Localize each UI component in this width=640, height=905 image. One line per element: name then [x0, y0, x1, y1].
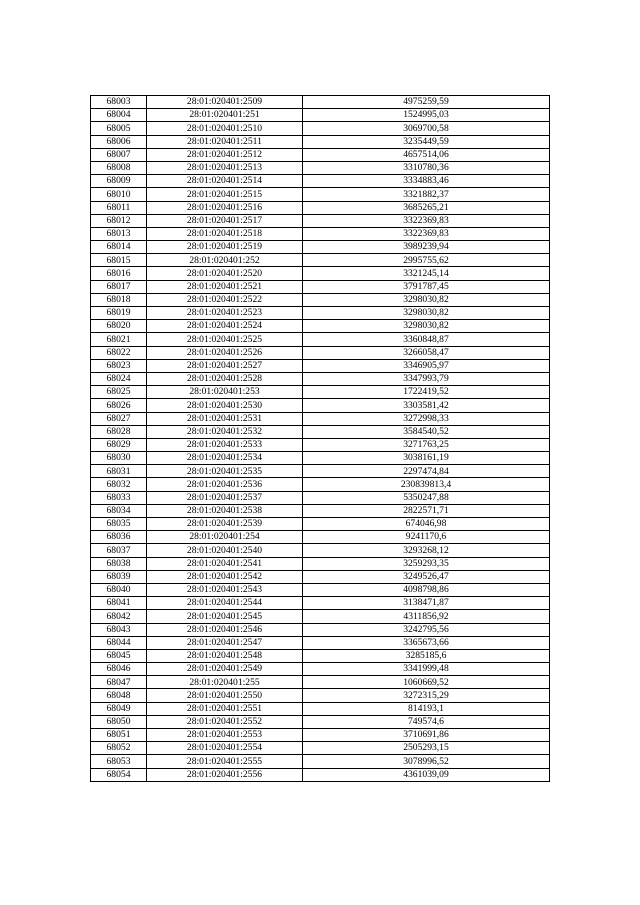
cadastral-number-cell: 28:01:020401:2555 — [147, 755, 303, 768]
cadastral-number-cell: 28:01:020401:2531 — [147, 412, 303, 425]
value-cell: 3685265,21 — [303, 201, 550, 214]
cadastral-number-cell: 28:01:020401:2528 — [147, 372, 303, 385]
row-number-cell: 68033 — [91, 491, 147, 504]
table-row — [91, 649, 550, 662]
cadastral-number-cell: 28:01:020401:2517 — [147, 214, 303, 227]
value-cell: 5350247,88 — [303, 491, 550, 504]
row-number-cell: 68036 — [91, 531, 147, 544]
table-row — [91, 518, 550, 531]
cadastral-number-cell: 28:01:020401:2515 — [147, 188, 303, 201]
table-row — [91, 372, 550, 385]
row-number-cell: 68050 — [91, 715, 147, 728]
table-row — [91, 307, 550, 320]
table-row — [91, 267, 550, 280]
row-number-cell: 68011 — [91, 201, 147, 214]
table-row — [91, 135, 550, 148]
row-number-cell: 68051 — [91, 729, 147, 742]
cadastral-number-cell: 28:01:020401:2547 — [147, 636, 303, 649]
cadastral-number-cell: 28:01:020401:2537 — [147, 491, 303, 504]
cadastral-number-cell: 28:01:020401:2548 — [147, 649, 303, 662]
cadastral-number-cell: 28:01:020401:2522 — [147, 293, 303, 306]
table-row — [91, 465, 550, 478]
value-cell: 3322369,83 — [303, 227, 550, 240]
table-row — [91, 768, 550, 781]
table-row — [91, 346, 550, 359]
value-cell: 4657514,06 — [303, 148, 550, 161]
value-cell: 1060669,52 — [303, 676, 550, 689]
value-cell: 3242795,56 — [303, 623, 550, 636]
table-row — [91, 148, 550, 161]
value-cell: 3266058,47 — [303, 346, 550, 359]
value-cell: 3298030,82 — [303, 307, 550, 320]
table-row — [91, 161, 550, 174]
table-row — [91, 320, 550, 333]
cadastral-number-cell: 28:01:020401:2549 — [147, 663, 303, 676]
cadastral-number-cell: 28:01:020401:2539 — [147, 518, 303, 531]
cadastral-number-cell: 28:01:020401:252 — [147, 254, 303, 267]
value-cell: 4975259,59 — [303, 96, 550, 109]
table-row — [91, 359, 550, 372]
cadastral-number-cell: 28:01:020401:2518 — [147, 227, 303, 240]
table-row — [91, 557, 550, 570]
row-number-cell: 68053 — [91, 755, 147, 768]
row-number-cell: 68010 — [91, 188, 147, 201]
table-row — [91, 175, 550, 188]
value-cell: 3293268,12 — [303, 544, 550, 557]
row-number-cell: 68044 — [91, 636, 147, 649]
row-number-cell: 68014 — [91, 241, 147, 254]
row-number-cell: 68006 — [91, 135, 147, 148]
value-cell: 3298030,82 — [303, 320, 550, 333]
cadastral-number-cell: 28:01:020401:2519 — [147, 241, 303, 254]
cadastral-number-cell: 28:01:020401:2513 — [147, 161, 303, 174]
cadastral-number-cell: 28:01:020401:2540 — [147, 544, 303, 557]
row-number-cell: 68035 — [91, 518, 147, 531]
value-cell: 3360848,87 — [303, 333, 550, 346]
value-cell: 3365673,66 — [303, 636, 550, 649]
row-number-cell: 68031 — [91, 465, 147, 478]
table-row — [91, 623, 550, 636]
table-row — [91, 438, 550, 451]
value-cell: 3584540,52 — [303, 425, 550, 438]
row-number-cell: 68019 — [91, 307, 147, 320]
table-row — [91, 188, 550, 201]
table-row — [91, 293, 550, 306]
table-row — [91, 399, 550, 412]
table-row — [91, 109, 550, 122]
row-number-cell: 68027 — [91, 412, 147, 425]
value-cell: 230839813,4 — [303, 478, 550, 491]
value-cell: 4361039,09 — [303, 768, 550, 781]
cadastral-number-cell: 28:01:020401:2527 — [147, 359, 303, 372]
row-number-cell: 68054 — [91, 768, 147, 781]
row-number-cell: 68043 — [91, 623, 147, 636]
table-row — [91, 531, 550, 544]
row-number-cell: 68025 — [91, 386, 147, 399]
row-number-cell: 68015 — [91, 254, 147, 267]
row-number-cell: 68009 — [91, 175, 147, 188]
row-number-cell: 68020 — [91, 320, 147, 333]
value-cell: 3298030,82 — [303, 293, 550, 306]
table-row — [91, 491, 550, 504]
value-cell: 3310780,36 — [303, 161, 550, 174]
row-number-cell: 68042 — [91, 610, 147, 623]
value-cell: 4311856,92 — [303, 610, 550, 623]
table-row — [91, 333, 550, 346]
cadastral-number-cell: 28:01:020401:2511 — [147, 135, 303, 148]
row-number-cell: 68047 — [91, 676, 147, 689]
value-cell: 3285185,6 — [303, 649, 550, 662]
row-number-cell: 68039 — [91, 570, 147, 583]
cadastral-number-cell: 28:01:020401:2542 — [147, 570, 303, 583]
cadastral-number-cell: 28:01:020401:2516 — [147, 201, 303, 214]
value-cell: 3069700,58 — [303, 122, 550, 135]
cadastral-number-cell: 28:01:020401:2553 — [147, 729, 303, 742]
cadastral-number-cell: 28:01:020401:2510 — [147, 122, 303, 135]
table-row — [91, 755, 550, 768]
cadastral-number-cell: 28:01:020401:253 — [147, 386, 303, 399]
value-cell: 3321245,14 — [303, 267, 550, 280]
value-cell: 674046,98 — [303, 518, 550, 531]
cadastral-number-cell: 28:01:020401:2538 — [147, 504, 303, 517]
value-cell: 2297474,84 — [303, 465, 550, 478]
value-cell: 3791787,45 — [303, 280, 550, 293]
table-row — [91, 715, 550, 728]
value-cell: 3271763,25 — [303, 438, 550, 451]
value-cell: 749574,6 — [303, 715, 550, 728]
cadastral-number-cell: 28:01:020401:2535 — [147, 465, 303, 478]
value-cell: 3341999,48 — [303, 663, 550, 676]
table-row — [91, 478, 550, 491]
table-row — [91, 452, 550, 465]
row-number-cell: 68023 — [91, 359, 147, 372]
cadastral-number-cell: 28:01:020401:2512 — [147, 148, 303, 161]
value-cell: 3259293,35 — [303, 557, 550, 570]
cadastral-number-cell: 28:01:020401:255 — [147, 676, 303, 689]
row-number-cell: 68021 — [91, 333, 147, 346]
value-cell: 2505293,15 — [303, 742, 550, 755]
row-number-cell: 68007 — [91, 148, 147, 161]
table-row — [91, 610, 550, 623]
cadastral-number-cell: 28:01:020401:2524 — [147, 320, 303, 333]
row-number-cell: 68048 — [91, 689, 147, 702]
row-number-cell: 68022 — [91, 346, 147, 359]
cadastral-number-cell: 28:01:020401:2525 — [147, 333, 303, 346]
value-cell: 9241170,6 — [303, 531, 550, 544]
data-table — [90, 95, 550, 782]
table-row — [91, 386, 550, 399]
cadastral-number-cell: 28:01:020401:2509 — [147, 96, 303, 109]
row-number-cell: 68016 — [91, 267, 147, 280]
table-row — [91, 663, 550, 676]
table-row — [91, 96, 550, 109]
cadastral-number-cell: 28:01:020401:2530 — [147, 399, 303, 412]
row-number-cell: 68013 — [91, 227, 147, 240]
table-row — [91, 122, 550, 135]
row-number-cell: 68032 — [91, 478, 147, 491]
row-number-cell: 68040 — [91, 583, 147, 596]
cadastral-number-cell: 28:01:020401:251 — [147, 109, 303, 122]
table-row — [91, 689, 550, 702]
cadastral-number-cell: 28:01:020401:2534 — [147, 452, 303, 465]
table-row — [91, 636, 550, 649]
table-row — [91, 676, 550, 689]
row-number-cell: 68004 — [91, 109, 147, 122]
cadastral-number-cell: 28:01:020401:254 — [147, 531, 303, 544]
row-number-cell: 68041 — [91, 597, 147, 610]
cadastral-number-cell: 28:01:020401:2543 — [147, 583, 303, 596]
value-cell: 3249526,47 — [303, 570, 550, 583]
table-row — [91, 412, 550, 425]
cadastral-number-cell: 28:01:020401:2521 — [147, 280, 303, 293]
row-number-cell: 68029 — [91, 438, 147, 451]
row-number-cell: 68052 — [91, 742, 147, 755]
row-number-cell: 68017 — [91, 280, 147, 293]
row-number-cell: 68028 — [91, 425, 147, 438]
row-number-cell: 68034 — [91, 504, 147, 517]
value-cell: 3710691,86 — [303, 729, 550, 742]
row-number-cell: 68003 — [91, 96, 147, 109]
value-cell: 3138471,87 — [303, 597, 550, 610]
row-number-cell: 68012 — [91, 214, 147, 227]
cadastral-number-cell: 28:01:020401:2551 — [147, 702, 303, 715]
value-cell: 2995755,62 — [303, 254, 550, 267]
table-row — [91, 583, 550, 596]
table-row — [91, 254, 550, 267]
value-cell: 2822571,71 — [303, 504, 550, 517]
cadastral-number-cell: 28:01:020401:2544 — [147, 597, 303, 610]
row-number-cell: 68005 — [91, 122, 147, 135]
value-cell: 3303581,42 — [303, 399, 550, 412]
cadastral-number-cell: 28:01:020401:2523 — [147, 307, 303, 320]
value-cell: 3334883,46 — [303, 175, 550, 188]
cadastral-number-cell: 28:01:020401:2526 — [147, 346, 303, 359]
table-row — [91, 214, 550, 227]
table-row — [91, 597, 550, 610]
row-number-cell: 68030 — [91, 452, 147, 465]
table-row — [91, 742, 550, 755]
table-row — [91, 729, 550, 742]
row-number-cell: 68024 — [91, 372, 147, 385]
table-row — [91, 280, 550, 293]
value-cell: 3989239,94 — [303, 241, 550, 254]
value-cell: 3321882,37 — [303, 188, 550, 201]
value-cell: 3322369,83 — [303, 214, 550, 227]
value-cell: 3347993,79 — [303, 372, 550, 385]
value-cell: 1524995,03 — [303, 109, 550, 122]
table-row — [91, 570, 550, 583]
row-number-cell: 68008 — [91, 161, 147, 174]
row-number-cell: 68049 — [91, 702, 147, 715]
cadastral-number-cell: 28:01:020401:2550 — [147, 689, 303, 702]
table-row — [91, 425, 550, 438]
table-row — [91, 241, 550, 254]
row-number-cell: 68038 — [91, 557, 147, 570]
cadastral-number-cell: 28:01:020401:2533 — [147, 438, 303, 451]
cadastral-number-cell: 28:01:020401:2554 — [147, 742, 303, 755]
value-cell: 3272315,29 — [303, 689, 550, 702]
table-row — [91, 201, 550, 214]
row-number-cell: 68037 — [91, 544, 147, 557]
value-cell: 3346905,97 — [303, 359, 550, 372]
cadastral-number-cell: 28:01:020401:2536 — [147, 478, 303, 491]
row-number-cell: 68018 — [91, 293, 147, 306]
cadastral-number-cell: 28:01:020401:2520 — [147, 267, 303, 280]
cadastral-number-cell: 28:01:020401:2556 — [147, 768, 303, 781]
table-row — [91, 702, 550, 715]
value-cell: 3272998,33 — [303, 412, 550, 425]
value-cell: 3235449,59 — [303, 135, 550, 148]
cadastral-number-cell: 28:01:020401:2545 — [147, 610, 303, 623]
table-row — [91, 504, 550, 517]
value-cell: 4098798,86 — [303, 583, 550, 596]
table-body — [91, 96, 550, 782]
cadastral-number-cell: 28:01:020401:2514 — [147, 175, 303, 188]
value-cell: 1722419,52 — [303, 386, 550, 399]
table-row — [91, 544, 550, 557]
cadastral-number-cell: 28:01:020401:2552 — [147, 715, 303, 728]
cadastral-number-cell: 28:01:020401:2546 — [147, 623, 303, 636]
row-number-cell: 68026 — [91, 399, 147, 412]
cadastral-number-cell: 28:01:020401:2541 — [147, 557, 303, 570]
cadastral-number-cell: 28:01:020401:2532 — [147, 425, 303, 438]
row-number-cell: 68045 — [91, 649, 147, 662]
table-row — [91, 227, 550, 240]
row-number-cell: 68046 — [91, 663, 147, 676]
value-cell: 814193,1 — [303, 702, 550, 715]
value-cell: 3038161,19 — [303, 452, 550, 465]
value-cell: 3078996,52 — [303, 755, 550, 768]
